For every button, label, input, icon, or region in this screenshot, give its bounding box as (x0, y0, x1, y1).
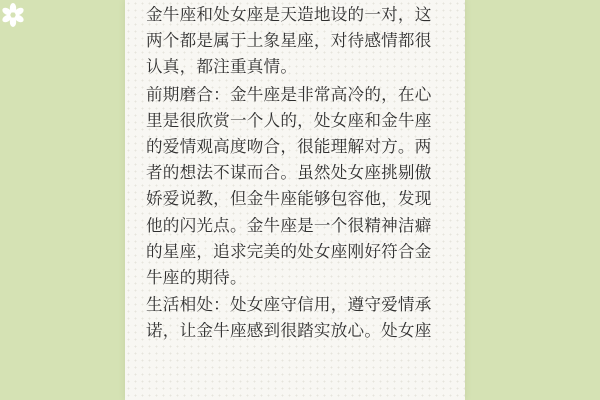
paragraph-daily-life (146, 292, 450, 344)
text-line: 他的闪光点。金牛座是一个很精神洁癖 (146, 215, 432, 235)
paragraph-intro (146, 2, 450, 81)
article-body (125, 0, 465, 345)
text-line: 的星座，追求完美的处女座刚好符合金 (146, 241, 432, 261)
article-card (125, 0, 465, 400)
text-line: 认真，都注重真情。 (146, 57, 298, 77)
text-line: 者的想法不谋而合。虽然处女座挑剔傲 (146, 163, 432, 183)
text-line: 的爱情观高度吻合，很能理解对方。两 (146, 137, 432, 157)
text-line: 金牛座和处女座是天造地设的一对，这 (146, 5, 432, 24)
text-line: 牛座的期待。 (146, 268, 247, 288)
paragraph-early-stage (146, 82, 450, 292)
text-line: 生活相处：处女座守信用，遵守爱情承 (146, 295, 432, 315)
text-line: 诺，让金牛座感到很踏实放心。处女座 (146, 321, 432, 341)
text-line: 里是很欣赏一个人的，处女座和金牛座 (146, 110, 432, 130)
flower-icon (0, 2, 26, 28)
text-line: 两个都是属于土象星座，对待感情都很 (146, 31, 432, 51)
text-line: 前期磨合：金牛座是非常高冷的，在心 (146, 84, 432, 104)
text-line: 娇爱说教，但金牛座能够包容他，发现 (146, 189, 432, 209)
